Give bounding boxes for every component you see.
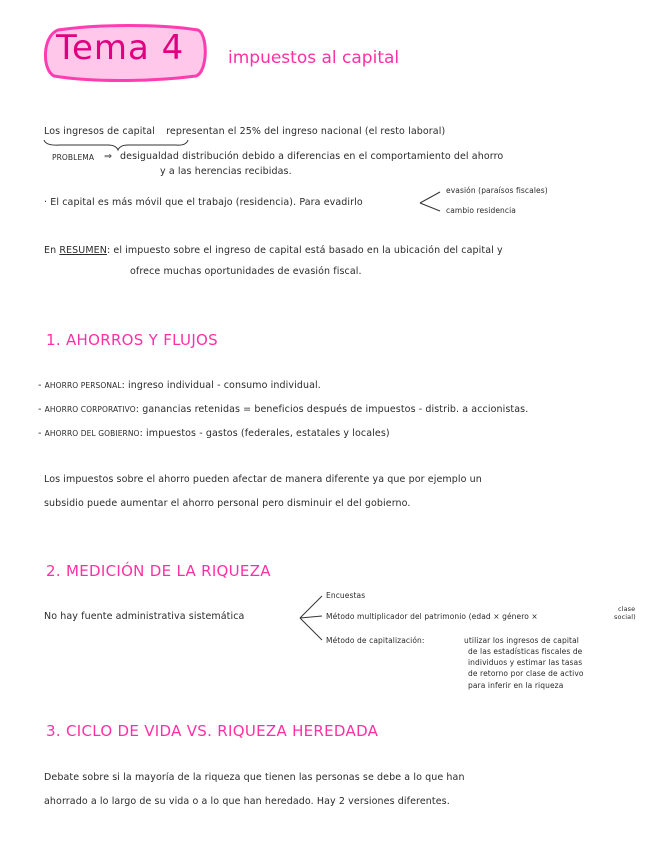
problema-text-2: y a las herencias recibidas. — [160, 166, 292, 177]
section3-para-2: ahorrado a lo largo de su vida o a lo que han heredado. Hay 2 versiones diferentes. — [44, 796, 450, 807]
movil-branch-evasion: evasión (paraísos fiscales) — [446, 186, 548, 195]
problema-text-1: desigualdad distribución debido a diferencias en el comportamiento del ahorro — [120, 151, 504, 162]
resumen-line1 — [44, 245, 503, 256]
list-item: - AHORRO CORPORATIVO: ganancias retenidas = beneficios después de impuestos - distrib. a accionistas. — [38, 404, 529, 415]
capitalizacion-line: individuos y estimar las tasas — [468, 658, 583, 667]
movil-text: · El capital es más móvil que el trabajo (residencia). Para evadirlo — [44, 197, 363, 208]
problema-label: PROBLEMA — [52, 153, 95, 162]
resumen-label: RESUMEN — [59, 245, 107, 256]
page-title: Tema 4 — [56, 28, 185, 68]
capitalizacion-line: de retorno por clase de activo — [468, 669, 584, 678]
resumen-text-1: : el impuesto sobre el ingreso de capital está basado en la ubicación del capital y — [106, 245, 503, 256]
resumen-lead: En — [44, 245, 57, 256]
list-item: - AHORRO PERSONAL: ingreso individual - consumo individual. — [38, 380, 321, 391]
section1-title: 1. AHORROS Y FLUJOS — [46, 331, 218, 349]
list-item: - AHORRO DEL GOBIERNO: impuestos - gastos (federales, estatales y locales) — [38, 428, 390, 439]
capitalizacion-line: de las estadísticas fiscales de — [468, 647, 583, 656]
multiplicador-note-top: clase — [618, 605, 636, 613]
item-text: : ganancias retenidas = beneficios después de impuestos - distrib. a accionistas. — [135, 404, 529, 415]
section3-title: 3. CICLO DE VIDA VS. RIQUEZA HEREDADA — [46, 722, 379, 740]
section1-para-2: subsidio puede aumentar el ahorro personal pero disminuir el del gobierno. — [44, 498, 411, 509]
movil-branch-residencia: cambio residencia — [446, 206, 516, 215]
capitalizacion-line: utilizar los ingresos de capital — [464, 636, 579, 645]
item-text: : ingreso individual - consumo individual. — [121, 380, 321, 391]
resumen-line2: ofrece muchas oportunidades de evasión fiscal. — [130, 266, 362, 277]
branch-capitalizacion: Método de capitalización: — [326, 636, 425, 645]
capitalizacion-line: para inferir en la riqueza — [468, 681, 564, 690]
wealth-root-text: No hay fuente administrativa sistemática — [44, 611, 245, 622]
branch-multiplicador: Método multiplicador del patrimonio (edad × género × — [326, 612, 538, 621]
branch-encuestas: Encuestas — [326, 591, 366, 600]
problema-arrow: ⇒ — [104, 151, 113, 162]
page-subtitle: impuestos al capital — [228, 48, 400, 68]
item-text: : impuestos - gastos (federales, estatales y locales) — [139, 428, 390, 439]
section3-para-1: Debate sobre si la mayoría de la riqueza que tienen las personas se debe a lo que han — [44, 772, 465, 783]
item-label: AHORRO PERSONAL — [44, 381, 122, 390]
section2-title: 2. MEDICIÓN DE LA RIQUEZA — [46, 562, 271, 580]
capital-income-term: Los ingresos de capital — [44, 126, 155, 137]
item-label: AHORRO DEL GOBIERNO — [44, 429, 140, 438]
item-label: AHORRO CORPORATIVO — [44, 405, 136, 414]
multiplicador-note-bottom: social) — [614, 613, 636, 621]
section1-para-1: Los impuestos sobre el ahorro pueden afectar de manera diferente ya que por ejemplo un — [44, 474, 482, 485]
capital-income-text: representan el 25% del ingreso nacional (el resto laboral) — [166, 126, 446, 137]
